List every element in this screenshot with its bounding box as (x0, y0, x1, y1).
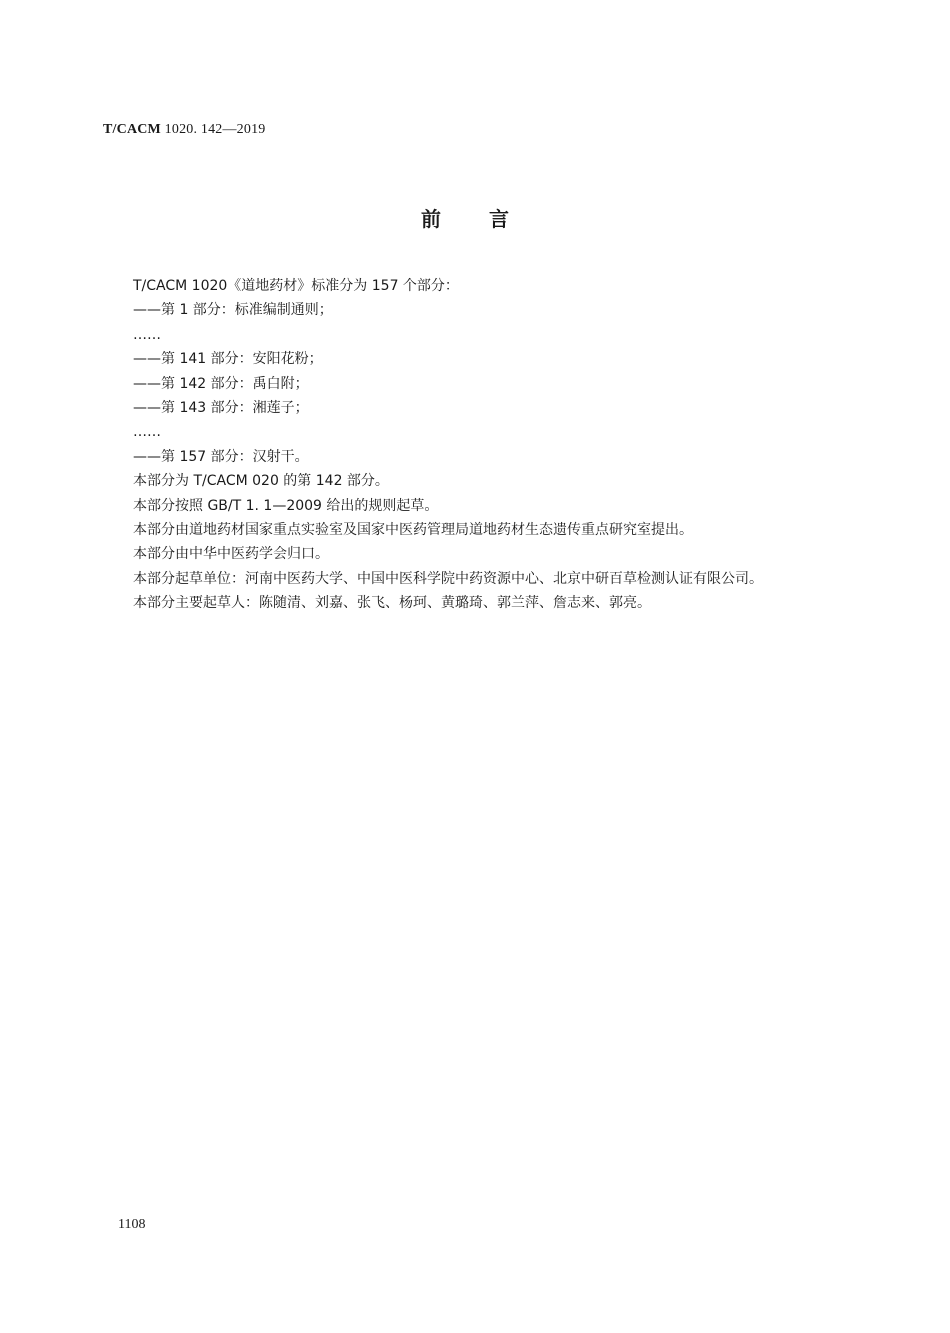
paragraph-drafters: 本部分主要起草人：陈随清、刘嘉、张飞、杨珂、黄璐琦、郭兰萍、詹志来、郭亮。 (133, 595, 651, 612)
ellipsis-line: …… (133, 424, 161, 441)
standard-code-number: 1020. 142—2019 (160, 122, 266, 137)
page-title: 前言 (421, 207, 557, 231)
paragraph-administrator: 本部分由中华中医药学会归口。 (133, 546, 329, 563)
paragraph-drafting-rules: 本部分按照 GB/T 1. 1—2009 给出的规则起草。 (133, 497, 439, 514)
paragraph-drafting-units: 本部分起草单位：河南中医药大学、中国中医科学院中药资源中心、北京中研百草检测认证有限公司。 (133, 570, 763, 587)
paragraph-part-statement: 本部分为 T/CACM 020 的第 142 部分。 (133, 473, 389, 490)
standard-code-prefix: T/CACM (103, 122, 161, 137)
list-item-part-1: ——第 1 部分：标准编制通则； (133, 302, 333, 319)
list-item-part-157: ——第 157 部分：汉射干。 (133, 448, 309, 465)
list-item-part-143: ——第 143 部分：湘莲子； (133, 400, 309, 417)
list-item-part-142: ——第 142 部分：禹白附； (133, 375, 309, 392)
paragraph-intro: T/CACM 1020《道地药材》标准分为 157 个部分： (133, 278, 459, 294)
ellipsis-line: …… (133, 326, 161, 343)
standard-code-header (103, 121, 265, 138)
foreword-body (103, 274, 838, 616)
list-item-part-141: ——第 141 部分：安阳花粉； (133, 351, 323, 368)
paragraph-proposer: 本部分由道地药材国家重点实验室及国家中医药管理局道地药材生态遗传重点研究室提出。 (133, 522, 693, 539)
page-number: 1108 (118, 1217, 146, 1232)
